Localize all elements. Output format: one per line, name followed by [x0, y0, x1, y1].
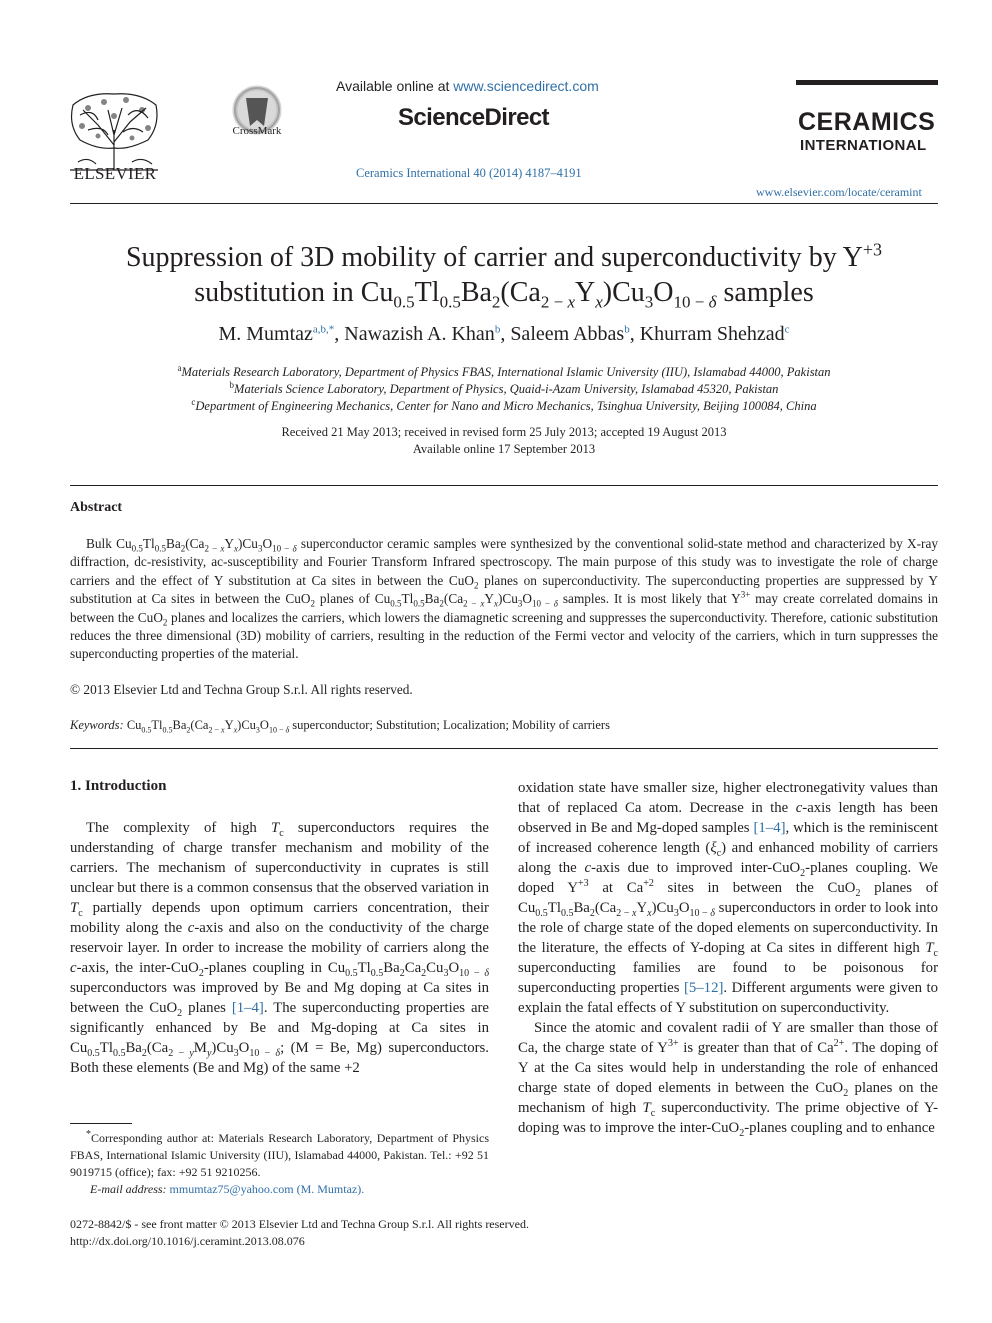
keywords-line: Keywords: $Cu_{0.5}Tl_{0.5}Ba_2(Ca_{2 - x}Y_x)Cu_3O_{10 - \delta}$ superconductor; Substitution; Localization; Mobility of carriers — [70, 718, 610, 735]
author-affiliation-mark: c — [784, 323, 790, 336]
author-name[interactable]: Nawazish A. Khan — [344, 323, 495, 345]
journal-reference-link[interactable]: Ceramics International 40 (2014) 4187–4191 — [356, 166, 582, 180]
sciencedirect-logo: ScienceDirect — [398, 104, 549, 131]
publisher-wordmark: ELSEVIER — [73, 164, 157, 183]
header-divider — [70, 203, 938, 204]
doi-link[interactable]: http://dx.doi.org/10.1016/j.ceramint.2013.08.076 — [70, 1234, 305, 1248]
corresponding-author-footnote: *Corresponding author at: Materials Research Laboratory, Department of Physics FBAS, International Islamic University (IIU), Islamabad 44000, Pakistan. Tel.: +92 51 9019715 (office); fax: +92 51 9210256. — [70, 1129, 489, 1179]
author-affiliation-mark: b — [494, 323, 501, 336]
affiliation-c: $^c$Department of Engineering Mechanics, Center for Nano and Micro Mechanics, Tsinghua University, Beijing 100084, China — [191, 396, 817, 413]
citation-link[interactable]: [5–12] — [683, 980, 724, 996]
keywords-list: superconductor; Substitution; Localization; Mobility of carriers — [292, 718, 610, 732]
email-line — [70, 1182, 364, 1197]
available-prefix: Available online at — [336, 78, 450, 94]
journal-logo-bar — [796, 80, 938, 85]
crossmark-label: CrossMark — [232, 125, 282, 137]
journal-subtitle-logo: INTERNATIONAL — [800, 137, 927, 154]
author-list: M. Mumtaz$^{a,b,*}$, Nawazish A. Khan$^b$, Saleem Abbas$^b$, Khurram Shehzad$^c$ — [218, 323, 790, 345]
footnote-divider — [70, 1123, 132, 1124]
abstract-heading: Abstract — [70, 500, 123, 515]
author-name[interactable]: M. Mumtaz — [218, 323, 313, 345]
abstract-bottom-divider — [70, 748, 938, 749]
citation-link[interactable]: [1–4] — [753, 820, 786, 836]
email-link[interactable]: mmumtaz75@yahoo.com (M. Mumtaz). — [169, 1182, 365, 1196]
citation-link[interactable]: [1–4] — [231, 1000, 264, 1016]
author-affiliation-mark: a,b, — [312, 323, 329, 336]
received-dates: Received 21 May 2013; received in revised form 25 July 2013; accepted 19 August 2013 — [281, 425, 727, 439]
body-left-column: The complexity of high $T_c$ superconductors requires the understanding of charge transfer mechanism and mobility of the carriers. The mechanism of superconductivity in cuprates is still unclear but there is a common consensus that the observed variation in $T_c$ partially depends upon optimum carriers concentration, their mobility along the c-axis and also on the conductivity of the charge reservoir layer. In order to increase the mobility of carriers along the c-axis, the inter-CuO$_2$-planes coupling in $Cu_{0.5}Tl_{0.5}Ba_2Ca_2Cu_3O_{10 - \delta}$ superconductors was improved by Be and Mg doping at Ca sites in between the CuO$_2$ planes [1–4]. The superconducting properties are significantly enhanced by Be and Mg-doping at Ca sites in $Cu_{0.5}Tl_{0.5}Ba_2(Ca_{2 - y}M_y)Cu_3O_{10 - \delta}$; (M = Be, Mg) superconductors. Both these elements (Be and Mg) of the same +2 — [70, 820, 490, 1076]
abstract-copyright: © 2013 Elsevier Ltd and Techna Group S.r.l. All rights reserved. — [70, 682, 413, 697]
sciencedirect-link[interactable]: www.sciencedirect.com — [453, 78, 599, 94]
section-heading-introduction: 1. Introduction — [70, 778, 167, 794]
email-label: E-mail address: — [90, 1182, 167, 1196]
keywords-label: Keywords: — [70, 718, 124, 732]
abstract-top-divider — [70, 485, 938, 486]
author-affiliation-mark: b — [624, 323, 630, 336]
journal-title-logo: CERAMICS — [798, 108, 936, 136]
issn-line: 0272-8842/$ - see front matter © 2013 Elsevier Ltd and Techna Group S.r.l. All rights reserved. — [70, 1217, 529, 1231]
journal-homepage-link[interactable]: www.elsevier.com/locate/ceramint — [756, 185, 922, 199]
paper-title: Suppression of 3D mobility of carrier and superconductivity by $Y^{+3}$ substitution in $Cu_{0.5}Tl_{0.5}Ba_2(Ca_{2 - x}Y_x)Cu_3O_{10 - \delta}$ samples — [125, 239, 883, 312]
body-right-column: oxidation state have smaller size, higher electronegativity values than that of replaced Ca atom. Decrease in the c-axis length has been observed in Be and Mg-doped samples [1–4], which is the reminiscent of increased coherence length $(\xi_c)$ and enhanced mobility of carriers along the c-axis due to improved inter-CuO$_2$-planes coupling. We doped $Y^{+3}$ at $Ca^{+2}$ sites in between the CuO$_2$ planes of $Cu_{0.5}Tl_{0.5}Ba_2(Ca_{2 - x}Y_x)Cu_3O_{10 - \delta}$ superconductors in order to look into the role of charge state of the doped elements on superconductivity. In the literature, the effects of Y-doping at Ca sites in different high $T_c$ superconducting families are found to be poisonous for superconducting properties [5–12]. Different arguments were given to explain the fatal effects of Y substitution on superconductivity. Since the atomic and covalent radii of Y are smaller than those of Ca, the charge state of $Y^{3+}$ is greater than that of $Ca^{2+}$. The doping of Y at the Ca sites would help in understanding the role of enhanced charge state of doped elements in between the CuO$_2$ planes on the mechanism of high $T_c$ superconductivity. The prime objective of Y-doping was to improve the inter-CuO$_2$-planes coupling and to enhance — [518, 780, 939, 1139]
available-online-date: Available online 17 September 2013 — [412, 442, 596, 456]
affiliation-a: $^a$Materials Research Laboratory, Department of Physics FBAS, International Islamic University (IIU), Islamabad 44000, Pakistan — [177, 362, 831, 379]
author-name[interactable]: Saleem Abbas — [510, 323, 625, 345]
author-name[interactable]: Khurram Shehzad — [639, 323, 785, 345]
abstract-text: Bulk $Cu_{0.5}Tl_{0.5}Ba_2(Ca_{2 - x}Y_x)Cu_3O_{10 - \delta}$ superconductor ceramic samples were synthesized by the conventional solid-state method and characterized by X-ray diffraction, dc-resistivity, ac-susceptibility and Fourier Transform Infrared spectroscopy. The main purpose of this study was to investigate the role of charge carriers and the effect of Y substitution at Ca sites in between the CuO$_2$ planes on superconductivity. The superconducting properties are suppressed by Y substitution at Ca sites in between the CuO$_2$ planes of $Cu_{0.5}Tl_{0.5}Ba_2(Ca_{2 - x}Y_x)Cu_3O_{10 - \delta}$ samples. It is most likely that $Y^{3+}$ may create correlated domains in between the CuO$_2$ planes and localizes the carriers, which lowers the diamagnetic screening and suppresses the superconductivity. Therefore, cationic substitution reduces the three dimensional (3D) mobility of carriers, resulting in the reduction of the Fermi vector and velocity of the carriers, which in turn suppresses the superconducting properties of the material. — [70, 536, 939, 662]
available-online-line — [336, 78, 599, 94]
affiliation-b: $^b$Materials Science Laboratory, Department of Physics, Quaid-i-Azam University, Islamabad 45320, Pakistan — [229, 379, 779, 396]
